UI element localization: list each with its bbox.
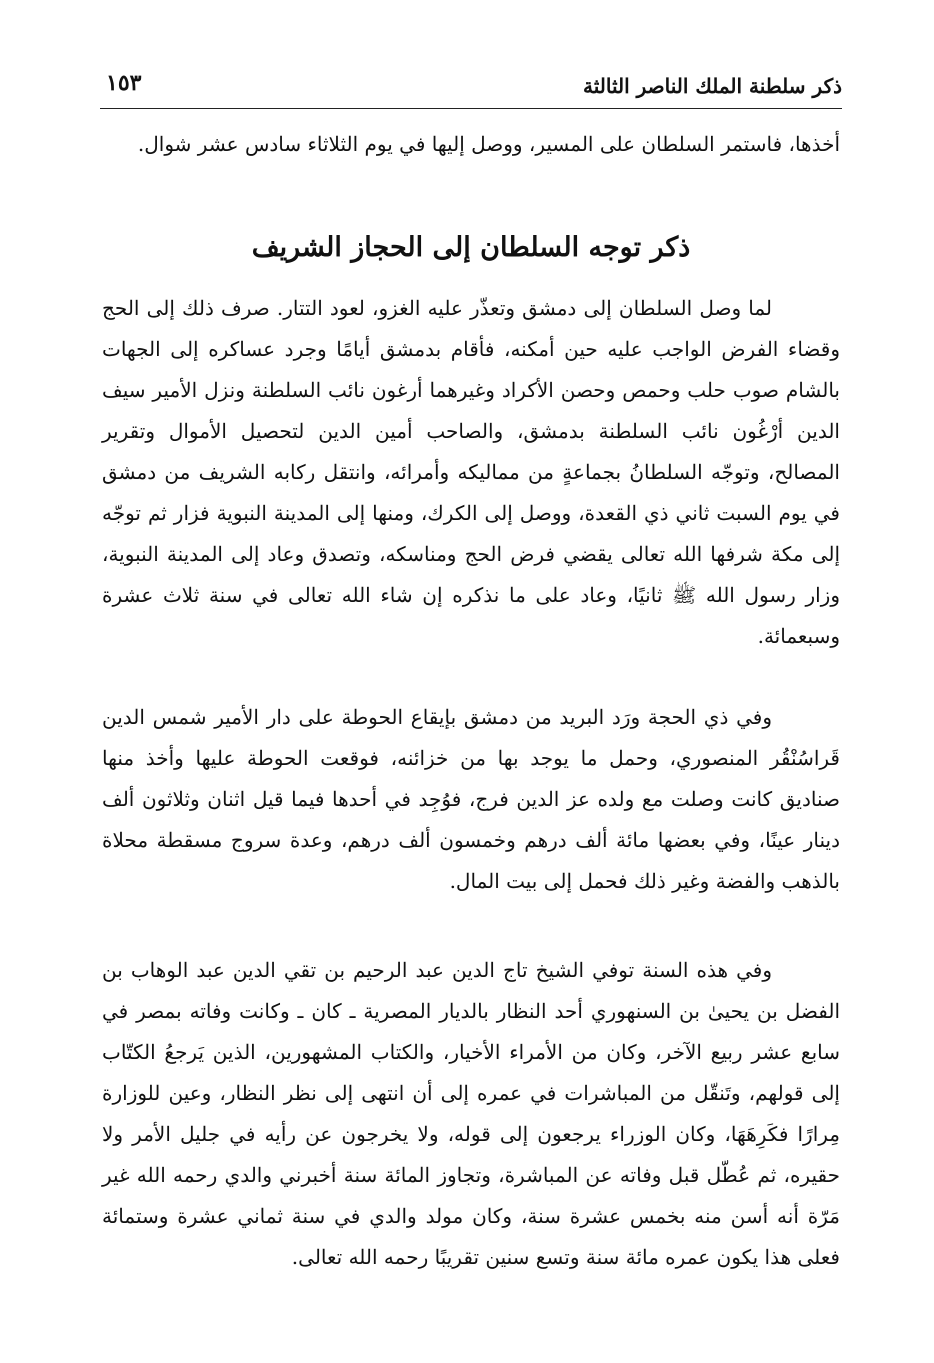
continuation-paragraph: أخذها، فاستمر السلطان على المسير، ووصل إليها في يوم الثلاثاء سادس عشر شوال. <box>137 132 840 156</box>
running-title: ذكر سلطنة الملك الناصر الثالثة <box>583 74 842 98</box>
running-header <box>100 68 842 108</box>
page-number: ١٥٣ <box>106 70 142 96</box>
paragraph-journey: لما وصل السلطان إلى دمشق وتعذّر عليه الغزو، لعود التتار. صرف ذلك إلى الحج وقضاء الفرض الواجب عليه حين أمكنه، فأقام بدمشق أيامًا وجرد عساكره إلى الجهات بالشام صوب حلب وحمص وحصن الأكراد وغيرهما أرغون نائب السلطنة ونزل الأمير سيف الدين أرْغُون نائب السلطنة بدمشق، والصاحب أمين الدين لتحصيل الأموال وتقرير المصالح، وتوجّه السلطانُ بجماعةٍ من مماليكه وأمرائه، وانتقل ركابه الشريف من دمشق في يوم السبت ثاني ذي القعدة، ووصل إلى الكرك، ومنها إلى المدينة النبوية فزار ثم توجّه إلى مكة شرفها الله تعالى يقضي فرض الحج ومناسكه، وتصدق وعاد إلى المدينة النبوية، وزار رسول الله ﷺ ثانيًا، وعاد على ما نذكره إن شاء الله تعالى في سنة ثلاث عشرة وسبعمائة. <box>102 296 840 648</box>
header-rule <box>100 108 842 109</box>
paragraph-obituary: وفي هذه السنة توفي الشيخ تاج الدين عبد الرحيم بن تقي الدين عبد الوهاب بن الفضل بن يحيىٰ بن السنهوري أحد النظار بالديار المصرية ـ كان ـ وكانت وفاته بمصر في سابع عشر ربيع الآخر، وكان من الأمراء الأخيار، والكتاب المشهورين، الذين يَرجعُ الكتّاب إلى قولهم، وتَنقّل من المباشرات في عمره إلى أن انتهى إلى نظر النظار، وعين للوزارة مِرارًا فكَرِهَهَا، وكان الوزراء يرجعون إلى قوله، ولا يخرجون عن رأيه في جليل الأمر ولا حقيره، ثم عُطّل قبل وفاته عن المباشرة، وتجاوز المائة سنة أخبرني والدي رحمه الله غير مَرّة أنه أسن منه بخمس عشرة سنة، وكان مولد والدي في سنة ثماني عشرة وستمائة فعلى هذا يكون عمره مائة سنة وتسع سنين تقريبًا رحمه الله تعالى. <box>102 958 840 1269</box>
paragraph-confiscation: وفي ذي الحجة ورَد البريد من دمشق بإيقاع الحوطة على دار الأمير شمس الدين قَراسُنْقُر المنصوري، وحمل ما يوجد بها من خزائنه، فوقعت الحوطة عليها وأخذ منها صناديق كانت وصلت مع ولده عز الدين فرج، فوُجِد في أحدها فيما قيل اثنان وثلاثون ألف دينار عينًا، وفي بعضها مائة ألف درهم وخمسون ألف درهم، وعدة سروج مسقطة محلاة بالذهب والفضة وغير ذلك فحمل إلى بيت المال. <box>102 705 840 893</box>
section-heading: ذكر توجه السلطان إلى الحجاز الشريف <box>251 232 691 263</box>
